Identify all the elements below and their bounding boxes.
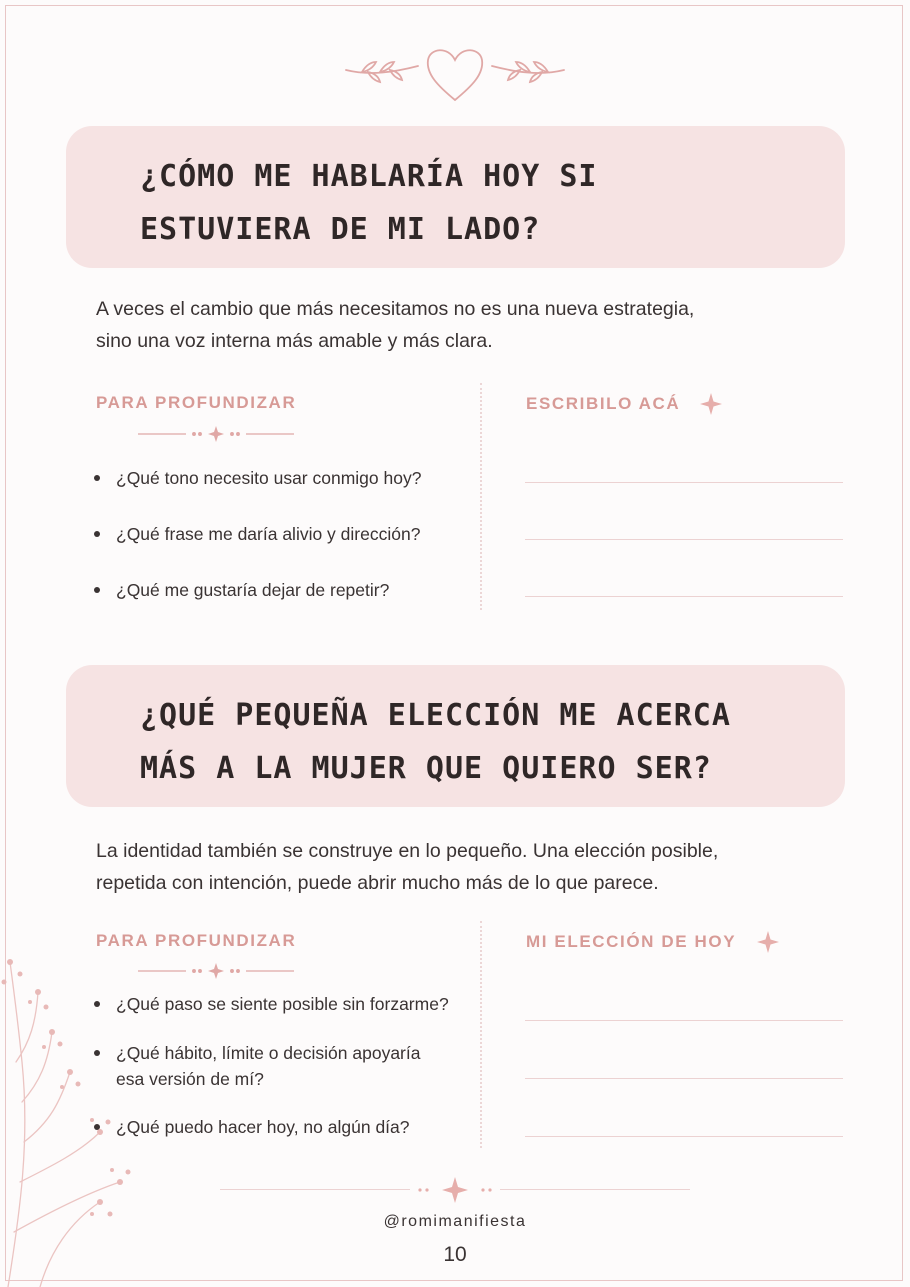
footer-sparkle-icon <box>410 1176 500 1204</box>
section1-intro: A veces el cambio que más necesitamos no es una nueva estrategia, sino una voz interna más amable y más clara. <box>96 298 695 352</box>
section2-right-heading: MI ELECCIÓN DE HOY <box>526 932 737 951</box>
section2-title: ¿QUÉ PEQUEÑA ELECCIÓN ME ACERCA MÁS A LA MUJER QUE QUIERO SER? <box>140 698 731 786</box>
heart-icon <box>340 40 570 106</box>
writing-line[interactable] <box>525 1136 843 1137</box>
list-item: ¿Qué me gustaría dejar de repetir? <box>94 577 421 603</box>
section2-question-list <box>94 991 449 1140</box>
footer-divider-right <box>500 1189 690 1190</box>
footer-divider-left <box>220 1189 410 1190</box>
section1-question-list <box>94 465 421 603</box>
sparkle-divider-icon <box>138 426 294 442</box>
list-item: ¿Qué tono necesito usar conmigo hoy? <box>94 465 421 491</box>
writing-line[interactable] <box>525 1020 843 1021</box>
footer-handle: @romimanifiesta <box>383 1213 527 1230</box>
list-item: ¿Qué frase me daría alivio y dirección? <box>94 521 421 547</box>
section2-column-separator <box>480 921 482 1148</box>
section2-left-heading: PARA PROFUNDIZAR <box>96 931 297 950</box>
page-number: 10 <box>443 1243 467 1266</box>
list-item: ¿Qué puedo hacer hoy, no algún día? <box>94 1114 449 1140</box>
section1-title: ¿CÓMO ME HABLARÍA HOY SI ESTUVIERA DE MI LADO? <box>140 159 598 247</box>
sparkle-icon <box>757 931 779 953</box>
sparkle-icon <box>700 393 722 415</box>
writing-line[interactable] <box>525 596 843 597</box>
section2-intro: La identidad también se construye en lo pequeño. Una elección posible, repetida con intención, puede abrir mucho más de lo que parece. <box>96 840 719 894</box>
writing-line[interactable] <box>525 1078 843 1079</box>
floral-branch-icon <box>0 952 140 1287</box>
section2-title-box <box>66 665 845 807</box>
sparkle-divider-icon <box>138 963 294 979</box>
section1-left-heading: PARA PROFUNDIZAR <box>96 393 297 412</box>
list-item: ¿Qué hábito, límite o decisión apoyaría esa versión de mí? <box>94 1040 449 1092</box>
writing-line[interactable] <box>525 482 843 483</box>
list-item: ¿Qué paso se siente posible sin forzarme? <box>94 991 449 1017</box>
section1-title-box <box>66 126 845 268</box>
writing-line[interactable] <box>525 539 843 540</box>
section1-right-heading: ESCRIBILO ACÁ <box>526 394 681 413</box>
section1-column-separator <box>480 383 482 610</box>
